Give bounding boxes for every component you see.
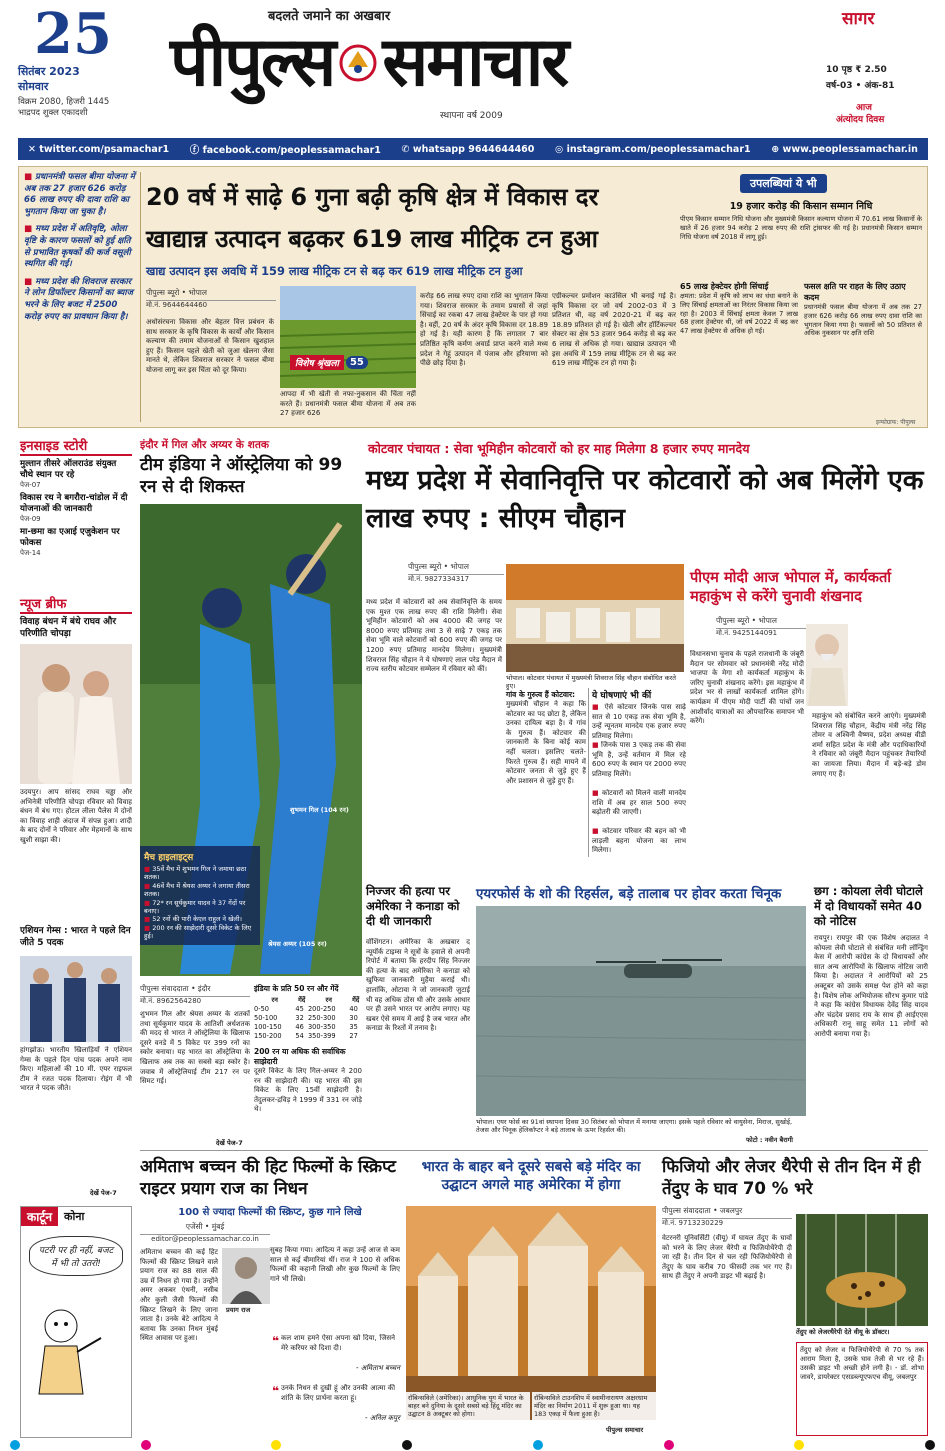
cricket-kicker: इंदौर में गिल और अय्यर के शतक	[140, 439, 269, 451]
temple-caption-1: रॉबिन्सविले (अमेरिका)। आधुनिक युग में भारत के बाहर बने दुनिया के दूसरे सबसे बड़े हिंदू मंदिर का उद्घाटन 8 अक्टूबर को होगा।	[406, 1392, 530, 1420]
social-web[interactable]: ⊕ www.peoplessamachar.in	[771, 143, 918, 155]
leopard-caption: तेंदुए को लेजरथैरेपी देते वीयू के डॉक्टर।	[796, 1328, 890, 1336]
modi-byline: पीपुल्स ब्यूरो • भोपाल मो.नं. 9425144091	[716, 616, 806, 638]
facebook-icon: ⓕ	[189, 145, 203, 156]
top-sidebar	[24, 172, 136, 422]
kotwar-headline: मध्य प्रदेश में सेवानिवृत्ति पर कोटवारों को अब मिलेंगे एक लाख रुपए : सीएम चौहान	[366, 465, 924, 534]
social-instagram[interactable]: ◎ instagram.com/peoplessamachar1	[555, 143, 751, 155]
top-headline-2: खाद्यान्न उत्पादन बढ़कर 619 लाख मीट्रिक टन हुआ	[146, 225, 598, 253]
social-facebook[interactable]: ⓕ facebook.com/peoplessamachar1	[189, 145, 381, 156]
highlight-item: ■ 72* रन सूर्यकुमार यादव ने 37 गेंदों पर बनाए।	[144, 899, 256, 916]
achievement-head: 65 लाख हेक्टेयर होगी सिंचाई	[680, 282, 769, 291]
physio-text: वेटरनरी यूनिवर्सिटी (वीयू) में घायल तेंदुए के घावों को भरने के लिए लेजर थैरेपी व फिजियोथैरेपी दी जा रही है। तीन दिन से चल रही फिजियोथैरेपी से तेंदुए के घाव करीब 70 फीसदी तक भर गए हैं। साथ ही तेंदुए ने अपनी डाइट भी बढ़ाई है।	[662, 1234, 792, 1281]
social-twitter[interactable]: ✕ twitter.com/psamachar1	[28, 143, 170, 155]
top-sidebar-point: ■ प्रधानमंत्री फसल बीमा योजना में अब तक 27 हजार 626 करोड़ 66 लाख रुपए की दावा राशि का भुगतान किया जा चुका है।	[24, 172, 136, 218]
x-icon: ✕	[28, 143, 40, 155]
top-headline-1: 20 वर्ष में साढ़े 6 गुना बढ़ी कृषि क्षेत्र में विकास दर	[146, 183, 599, 211]
leopard-photo	[796, 1214, 928, 1326]
cricket-text: शुभमन गिल और श्रेयस अय्यर के शतकों तथा सूर्यकुमार यादव के आतिशी अर्धशतक की मदद से भारत ने ऑस्ट्रेलिया के खिलाफ दूसरे वनडे में 5 विकेट पर 399 रनों का स्कोर बनाया। यह भारत का ऑस्ट्रेलिया के खिलाफ अब तक का सबसे बड़ा स्कोर है। जवाब में ऑस्ट्रेलियाई टीम 217 रन पर सिमट गई।	[140, 1010, 250, 1086]
temple-caption-2: रॉबिन्सविले टाउनशिप में स्वामीनारायण अक्षरधाम मंदिर का निर्माण 2011 में शुरू हुआ था। यह 183 एकड़ में फैला हुआ है।	[532, 1392, 656, 1420]
city-label: सागर	[842, 9, 875, 29]
temple-credit: पीपुल्स समाचार	[606, 1426, 644, 1434]
inside-title: इनसाइड स्टोरी	[20, 436, 132, 456]
wedding-photo	[20, 644, 132, 784]
cartoon-sub: कोना	[64, 1210, 85, 1223]
inside-item[interactable]: विकास रथ ने बगरौरा-चांडोल में दी योजनाओं की जानकारी पेज-09	[20, 493, 128, 523]
amitabh-byline: एजेंसी • मुंबई editor@peoplessamachar.co.in	[140, 1222, 270, 1243]
kotwar-photo	[506, 564, 684, 672]
logo-right: समाचार	[382, 23, 568, 102]
farm-photo	[280, 286, 416, 388]
top-text-col-4: एग्रीकल्चर प्रमोशन काउंसिल भी बनाई गई है। कृषि विकास दर जो वर्ष 2002-03 में 3 प्रतिशत थी, वह वर्ष 2020-21 में बढ़ कर 18.89 प्रतिशत हो गई है। खेती और हॉर्टिकल्चर सेक्टर का क्षेत्र 53 हजार 964 करोड़ से बढ़ कर 6 लाख से अधिक हो गया। खाद्यान्न उत्पादन भी इस अवधि में 159 लाख मीट्रिक टन से बढ़ कर 619 लाख मीट्रिक टन हो गया है।	[552, 292, 676, 368]
today-label: आज	[856, 103, 872, 113]
quote-icon: ❝	[272, 1384, 280, 1398]
social-whatsapp[interactable]: ✆ whatsapp 9644644460	[401, 143, 535, 155]
highlight-item: ■ 200 रन की साझेदारी दूसरे विकेट के लिए हुई।	[144, 924, 256, 941]
news-brief	[20, 594, 132, 640]
date-tithi: भाद्रपद शुक्ल एकादशी	[18, 108, 88, 118]
achievement-head: फसल क्षति पर राहत के लिए उठाए कदम	[804, 282, 906, 302]
modi-text-1: विधानसभा चुनाव के पहले राजधानी के जंबूरी मैदान पर सोमवार को प्रधानमंत्री नरेंद्र मोदी भाजपा के मेगा शो कार्यकर्ता महाकुंभ के जरिए चुनावी शंखनाद करेंगे। इस महाकुंभ में प्रदेश भर से लाखों कार्यकर्ता शामिल होंगे। कार्यक्रम में पीएम मोदी पार्टी की पांचों जन आशीर्वाद यात्राओं का औपचारिक समापन भी करेंगे।	[690, 650, 804, 726]
inside-story	[20, 436, 132, 558]
instagram-icon: ◎	[555, 143, 567, 155]
kotwar-photo-caption: भोपाल। कोटवार पंचायत में मुख्यमंत्री शिवराज सिंह चौहान संबोधित करते हुए।	[506, 674, 676, 690]
top-subhead: खाद्य उत्पादन इस अवधि में 159 लाख मीट्रिक टन से बढ़ कर 619 लाख मीट्रिक टन हुआ	[146, 264, 523, 278]
brief-text-2: हांगझोऊ। भारतीय खिलाड़ियों ने एशियन गेम्स के पहले दिन पांच पदक अपने नाम किए। महिलाओं की 10 मी. एयर राइफल टीम ने रजत पदक दिलाया। रोइंग में भी भारत ने पदक जीते।	[20, 1046, 132, 1093]
date-weekday: सोमवार	[18, 80, 49, 93]
physio-headline: फिजियो और लेजर थैरेपी से तीन दिन में ही तेंदुए के घाव 70 % भरे	[662, 1157, 921, 1198]
top-sidebar-point: ■ मध्य प्रदेश में अतिवृष्टि, ओला वृष्टि के कारण फसलों को हुई क्षति से प्रभावित कृषकों की कर्ज वसूली स्थगित की गई।	[24, 224, 136, 270]
cricket-more[interactable]: देखें पेज-7	[216, 1139, 243, 1147]
quote-icon: ❝	[272, 1334, 280, 1348]
cricket-headline: टीम इंडिया ने ऑस्ट्रेलिया को 99 रन से दी शिकस्त	[140, 455, 343, 497]
prayag-raj-caption: प्रयाग राज	[226, 1306, 251, 1314]
social-strip	[18, 138, 928, 160]
highlight-item: ■ 52 रनों की पारी केएल राहुल ने खेली।	[144, 915, 256, 923]
nijjar-text: वॉशिंगटन। अमेरिका के अखबार द न्यूयॉर्क टाइम्स ने सूत्रों के हवाले से अपनी रिपोर्ट में बताया कि हरदीप सिंह निज्जर की हत्या के बाद अमेरिका ने कनाडा को खुफिया जानकारी मुहैया कराई थी। हालांकि, ओटावा ने जो जानकारी जुटाई थी वह अधिक ठोस थी और उसके आधार पर ही उसने भारत पर आरोप लगाए। यह खबर ऐसे समय में आई है जब भारत और कनाडा के रिश्तों में तनाव है।	[366, 938, 470, 1033]
whatsapp-icon: ✆	[401, 143, 413, 155]
airforce-caption: भोपाल। एयर फोर्स का 91वां स्थापना दिवस 30 सितंबर को भोपाल में मनाया जाएगा। इसके पहले रविवार को वायुसेना, मिराज, सुखोई, तेजस और चिनूक हेलिकॉप्टर ने बड़े तालाब के ऊपर रिहर्सल की।	[476, 1118, 793, 1134]
kotwar-sub: गांव के गुरुत्व हैं कोटवार:	[506, 690, 576, 699]
runs-table-box: इंडिया के प्रति 50 रन और गेंदें रन गेंदें रन गेंदें 0-50 45 200-250 40 50-100 32 250-300 30 100-150 46 300-350 35 150-200 54 350-399 27 200 रन या अधिक की सर्वाधिक साझेदारी दूसरे विकेट के लिए गिल-अय्यर ने 200 रन की साझेदारी की। यह भारत की इस विकेट के लिए 15वीं साझेदारी है। तेंदुलकर-द्रविड़ ने 1999 में 331 रन जोड़े थे।	[254, 984, 362, 1114]
top-text-col-3: करोड़ 66 लाख रुपए दावा राशि का भुगतान किया गया। शिवराज सरकार के तमाम प्रयासों से जहां सिंचाई का रकबा 47 लाख हेक्टेयर के पार हो गया है। वहीं, 20 वर्ष के अंदर कृषि विकास दर 18.89 हो गई है। यही कारण है कि लगातार 7 बार प्रतिष्ठित कृषि कर्मण अवार्ड प्राप्त करने वाले मध्य प्रदेश ने गेहूं उत्पादन में पंजाब और हरियाणा को पीछे छोड़ दिया है।	[420, 292, 548, 368]
brief-head-2: एशियन गेम्स : भारत ने पहले दिन जीते 5 पदक	[20, 926, 131, 948]
modi-text-2: महाकुंभ को संबोधित करने आएंगे। मुख्यमंत्री शिवराज सिंह चौहान, केंद्रीय मंत्री नरेंद्र सिंह तोमर व अश्विनी वैष्णव, प्रदेश अध्यक्ष वीडी शर्मा सहित प्रदेश के मंत्री और पदाधिकारियों ने रविवार को जंबूरी मैदान पहुंचकर तैयारियों का जायजा लिया। मैदान में बड़े-बड़े डोम लगाए गए हैं।	[812, 712, 926, 778]
top-sidebar-point: ■ मध्य प्रदेश की शिवराज सरकार ने लोन डिफॉल्टर किसानों का ब्याज भरने के लिए बजट में 2500 करोड़ रुपए का प्रावधान किया है।	[24, 277, 136, 323]
achievements-panel: उपलब्धियां ये भी 19 हजार करोड़ की किसान सम्मान निधि पीएम किसान सम्मान निधि योजना और मुख्यमंत्री किसान कल्याण योजना में 70.61 लाख किसानों के खाते में 26 हजार 94 करोड़ 2 लाख रुपए की राशि ट्रांसफर की गई है। प्रधानमंत्री किसान सम्मान निधि योजना वर्ष 2018 में लागू हुई। 65 लाख हेक्टेयर होगी सिंचाई क्षमता: प्रदेश में कृषि को लाभ का धंधा बनाने के लिए सिंचाई क्षमताओं का निरंतर विकास किया जा रहा है। 2003 में सिंचाई क्षमता केवल 7 लाख 68 हजार हेक्टेयर थी, जो वर्ष 2022 में बढ़ कर 47 लाख हेक्टेयर से अधिक हो गई। फसल क्षति पर राहत के लिए उठाए कदम प्रधानमंत्री फसल बीमा योजना में अब तक 27 हजार 626 करोड़ 66 लाख रुपए दावा राशि का भुगतान किया गया है। फसलों को 50 प्रतिशत से अधिक नुकसान पर क्षति राशि	[680, 172, 922, 422]
nijjar-headline: निज्जर की हत्या पर अमेरिका ने कनाडा को दी थी जानकारी	[366, 884, 460, 928]
logo-emblem-icon	[338, 43, 378, 83]
highlight-item: ■ 46वें मैच में श्रेयस अय्यर ने लगाया तीसरा शतक।	[144, 882, 256, 899]
coal-text: रायपुर। रायपुर की एक विशेष अदालत ने कोयला लेवी घोटाले से संबंधित मनी लॉन्ड्रिंग केस में आरोपी कांग्रेस के दो विधायकों और सात अन्य आरोपियों के खिलाफ नोटिस जारी किया है। अदालत ने आरोपियों को 25 अक्टूबर को उसके समक्ष पेश होने को कहा है। विशेष लोक अभियोजक सौरभ कुमार पांडे ने कहा कि कांग्रेस विधायक देवेंद्र सिंह यादव और चंद्रदेव प्रसाद राय के साथ ही आईएएस अधिकारी रानू साहू समेत 11 लोगों को आरोपी बनाया गया है।	[814, 934, 928, 1038]
date-month: सितंबर 2023	[18, 65, 80, 78]
caption-gill: शुभमन गिल (104 रन)	[290, 806, 349, 814]
caption-iyer: श्रेयस अय्यर (105 रन)	[268, 940, 327, 948]
logo-left: पीपुल्स	[170, 23, 335, 102]
cartoon-figure	[21, 1286, 131, 1396]
infograph-credit: इन्फोग्राफ: पीपुल्स	[876, 419, 916, 426]
brief-more[interactable]: देखें पेज-7	[90, 1189, 117, 1197]
kotwar-kicker: कोटवार पंचायत : सेवा भूमिहीन कोटवारों को हर माह मिलेगा 8 हजार रुपए मानदेय	[368, 441, 750, 456]
asian-games-photo	[20, 956, 132, 1042]
coal-headline: छग : कोयला लेवी घोटाले में दो विधायकों समेत 40 को नोटिस	[814, 884, 923, 928]
achievements-title: उपलब्धियां ये भी	[740, 174, 827, 193]
runs-table: रन गेंदें रन गेंदें 0-50 45 200-250 40 50-100 32 250-300 30 100-150 46 300-350 35 150-200 54 350-399 27	[254, 996, 360, 1040]
kotwar-byline: पीपुल्स ब्यूरो • भोपाल मो.नं. 9827334317	[408, 562, 504, 584]
inside-item[interactable]: मा-छमा का एआई एजुकेशन पर फोकस पेज-14	[20, 527, 120, 557]
modi-headline: पीएम मोदी आज भोपाल में, कार्यकर्ता महाकुंभ से करेंगे चुनावी शंखनाद	[690, 569, 892, 605]
globe-icon: ⊕	[771, 143, 783, 155]
price: 10 पृष्ठ ₹ 2.50	[826, 65, 887, 75]
physio-box: तेंदुए को लेजर व फिजियोथैरेपी से 70 % तक आराम मिला है, उसके घाव तेजी से भर रहे हैं। उसकी डाइट भी अच्छी होने लगी है। - डॉ. शोभा जावरे, डायरेक्टर एसडब्ल्यूएफएच वीयू, जबलपुर	[796, 1342, 928, 1436]
chinook-photo	[476, 906, 806, 1116]
founded: स्थापना वर्ष 2009	[440, 111, 503, 121]
cartoon-box	[20, 1206, 132, 1438]
kotwar-box: ये घोषणाएं भी कीं ■ ऐसे कोटवार जिनके पास साढ़े सात से 10 एकड़ तक सेवा भूमि है, उन्हें न्यूनतम मानदेय एक हजार रुपए प्रतिमाह मिलेगा। ■ जिनके पास 3 एकड़ तक की सेवा भूमि है, उन्हें वर्तमान में मिल रहे 600 रुपए के स्थान पर 2000 रुपए प्रतिमाह मिलेंगे। ■ कोटवारों को मिलने वाली मानदेय राशि में अब हर साल 500 रुपए बढ़ोतरी की जाएगी। ■ कोटवार परिवार की बहन को भी लाड़ली बहना योजना का लाभ मिलेगा।	[588, 688, 686, 857]
temple-photo	[406, 1206, 656, 1420]
partnership-title: 200 रन या अधिक की सर्वाधिक साझेदारी	[254, 1047, 346, 1066]
highlights-title: मैच हाइलाइट्स	[144, 853, 194, 863]
cartoon-title: कार्टून	[21, 1207, 58, 1226]
inside-item[interactable]: मुल्तान तीसरे ऑलराउंड संयुक्त चौथे स्थान पर रहे पेज-07	[20, 459, 117, 489]
date-block	[18, 1, 158, 138]
series-badge: विशेष श्रृंखला 55	[290, 354, 368, 370]
airforce-headline: एयरफोर्स के शो की रिहर्सल, बड़े तालाब पर होवर करता चिनूक	[476, 887, 782, 902]
kotwar-box-title: ये घोषणाएं भी कीं	[592, 691, 652, 701]
prayag-raj-photo	[222, 1248, 270, 1304]
kotwar-text-1: मध्य प्रदेश में कोटवारों को अब सेवानिवृत्ति के समय एक मुश्त एक लाख रुपए की राशि मिलेगी। सेवा भूमिहीन कोटवारों को अब 4000 की जगह पर 8000 रुपए प्रतिमाह तथा 3 से साढ़े 7 एकड़ तक सेवा भूमि वाले कोटवारों को 600 रुपए की जगह पर 1200 रुपए प्रतिमाह मानदेय मिलेगा। मुख्यमंत्री शिवराज सिंह चौहान ने ये घोषणाएं लाल परेड मैदान में राज्य स्तरीय कोटवार सम्मेलन में रविवार को कीं।	[366, 598, 502, 674]
physio-byline: पीपुल्स संवाददाता • जबलपुर मो.नं. 9713230229	[662, 1206, 792, 1228]
runs-table-title: इंडिया के प्रति 50 रन और गेंदें	[254, 984, 339, 993]
brief-text-1: उदयपुर। आप सांसद राघव चड्ढा और अभिनेत्री परिणीति चोपड़ा रविवार को विवाह बंधन में बंध गए। होटल लीला पैलेस में दोनों का विवाह शाही अंदाज में संपन्न हुआ। शादी के बाद दोनों ने परिवार और मेहमानों के साथ खुशी साझा की।	[20, 788, 132, 844]
airforce-credit: फोटो : नवीन बैरागी	[746, 1136, 793, 1144]
top-byline: पीपुल्स ब्यूरो • भोपाल मो.नं. 9644644460	[146, 288, 276, 310]
highlight-item: ■ 35वें मैच में शुभमन गिल ने जमाया छठा शतक।	[144, 865, 256, 882]
kotwar-text-2: मुख्यमंत्री चौहान ने कहा कि कोटवार का पद छोटा है, लेकिन उनका दायित्व बड़ा है। वे गांव के गुरुत्व हैं। कोटवार की जानकारी के बिना कोई काम नहीं चलता। इसलिए चलते-फिरते गुरुत्व हैं। सही मायने में कोटवार जनता से जुड़े हुए हैं और प्रशासन से जुड़े हुए हैं।	[506, 700, 586, 785]
cartoon-speech: पटरी पर ही नहीं, बजट में भी तो उतरो!	[29, 1236, 123, 1276]
logo	[170, 22, 810, 104]
tagline: बदलते जमाने का अखबार	[268, 9, 391, 24]
temple-headline: भारत के बाहर बने दूसरे सबसे बड़े मंदिर का उद्घाटन अगले माह अमेरिका में होगा	[421, 1159, 641, 1193]
amitabh-quote-2: ❝ उनके निधन से दुखी हूं और उनकी आत्मा की शांति के लिए प्रार्थना करता हूं। - अनिल कपूर	[272, 1384, 400, 1422]
cricket-byline: पीपुल्स संवाददाता • इंदौर मो.नं. 8962564280	[140, 984, 250, 1006]
edition: वर्ष-03 • अंक-81	[826, 81, 895, 91]
top-text-col-2: आपदा में भी खेती से नफा-नुकसान की चिंता नहीं करते हैं। प्रधानमंत्री फसल बीमा योजना में अब तक 27 हजार 626	[280, 390, 416, 418]
amitabh-text-1: अमिताभ बच्चन की कई हिट फिल्मों की स्क्रिप्ट लिखने वाले प्रयाग राज का 88 साल की उम्र में निधन हो गया है। उन्होंने अमर अकबर एंथनी, नसीब और कुली जैसी फिल्मों की स्क्रिप्ट लिखने के लिए जाना जाता है। उनके बेटे आदित्य ने बताया कि उनका निधन मुंबई स्थित आवास पर हुआ।	[140, 1248, 218, 1343]
date-vikram: विक्रम 2080, हिजरी 1445	[18, 97, 110, 107]
amitabh-quote-1: ❝ कल शाम हमने ऐसा अपना खो दिया, जिसने मेरे करियर को दिशा दी। - अमिताभ बच्चन	[272, 1334, 400, 1372]
amitabh-headline: अमिताभ बच्चन की हिट फिल्मों के स्क्रिप्ट राइटर प्रयाग राज का निधन	[140, 1157, 397, 1199]
brief-title: न्यूज ब्रीफ	[20, 594, 132, 614]
today-event: अंत्योदय दिवस	[836, 115, 885, 125]
amitabh-text-2: सुबह किया गया। आदित्य ने कहा उन्हें आज से कम साल से कई बीमारियां थीं। राज ने 100 से अधिक फिल्मों की कहानी लिखी और कुछ फिल्मों के लिए गाने भी लिखे।	[270, 1246, 400, 1283]
brief-head-1: विवाह बंधन में बंधे राघव और परिणीति चोपड़ा	[20, 617, 117, 639]
match-highlights	[140, 846, 260, 945]
achievement-head: 19 हजार करोड़ की किसान सम्मान निधि	[729, 201, 873, 212]
date-day: 25	[34, 1, 112, 67]
print-marks	[0, 1440, 945, 1451]
amitabh-subhead: 100 से ज्यादा फिल्मों की स्क्रिप्ट, कुछ गाने लिखे	[178, 1207, 362, 1218]
top-text-col-1: अधोसंरचना विकास और बेहतर वित्त प्रबंधन के साथ सरकार के कृषि विकास के कार्यों और किसान कल्याण की तमाम योजनाओं से किसान खुशहाल हुए हैं। किसान पहले खेती को जुआ खेलना जैसा मानते थे, लेकिन शिवराज सरकार ने फसल बीमा योजना लागू कर इस चिंता को दूर किया।	[146, 318, 274, 374]
